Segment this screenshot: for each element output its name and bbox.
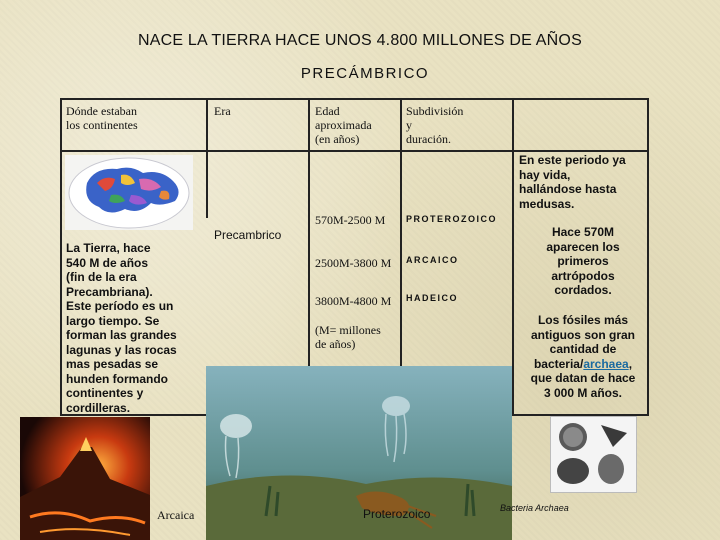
subdivision-hadeic: HADEICO [406, 293, 459, 303]
header-subdivision: Subdivisión y duración. [406, 104, 464, 146]
subdivision-archaic: ARCAICO [406, 255, 459, 265]
continents-map-image [65, 155, 193, 230]
header-era: Era [214, 104, 231, 118]
era-precambrian: Precambrico [214, 228, 282, 242]
right-note-arthropods: Hace 570M aparecen los primeros artrópodos cordados. [546, 225, 620, 297]
header-age: Edad aproximada (en años) [315, 104, 372, 146]
subdivision-proterozoic: PROTEROZOICO [406, 214, 498, 224]
caption-arcaica: Arcaica [157, 508, 195, 522]
archaea-link[interactable]: archaea [583, 356, 629, 371]
earth-description: La Tierra, hace 540 M de años (fin de la era Precambriana). Este período es un largo tiempo. Se forman las grandes lagunas y las rocas mas pesadas se hunden formando continentes y cordilleras. [66, 241, 177, 415]
table-divider [60, 150, 649, 152]
table-divider [512, 98, 514, 416]
globe-icon [65, 155, 193, 230]
header-continents: Dónde estaban los continentes [66, 104, 138, 132]
age-proterozoic: 570M-2500 M [315, 213, 386, 227]
table-divider [206, 98, 208, 218]
age-archaic: 2500M-3800 M [315, 256, 392, 270]
bacteria-archaea-image [550, 416, 637, 493]
caption-proterozoico: Proterozoico [363, 507, 431, 521]
age-hadeic: 3800M-4800 M [315, 294, 392, 308]
volcano-image [20, 417, 150, 540]
proterozoic-scene-image [206, 366, 512, 540]
caption-bacteria: Bacteria Archaea [500, 503, 569, 513]
page-subtitle: PRECÁMBRICO [300, 65, 430, 82]
right-note-life: En este periodo ya hay vida, hallándose hasta medusas. [519, 153, 626, 211]
age-note: (M= millones de años) [315, 323, 381, 351]
page-title: NACE LA TIERRA HACE UNOS 4.800 MILLONES DE AÑOS [138, 32, 582, 49]
right-note-fossils: Los fósiles más antiguos son gran cantidad de bacteria/archaea, que datan de hace 3 000 M años. [530, 313, 636, 400]
